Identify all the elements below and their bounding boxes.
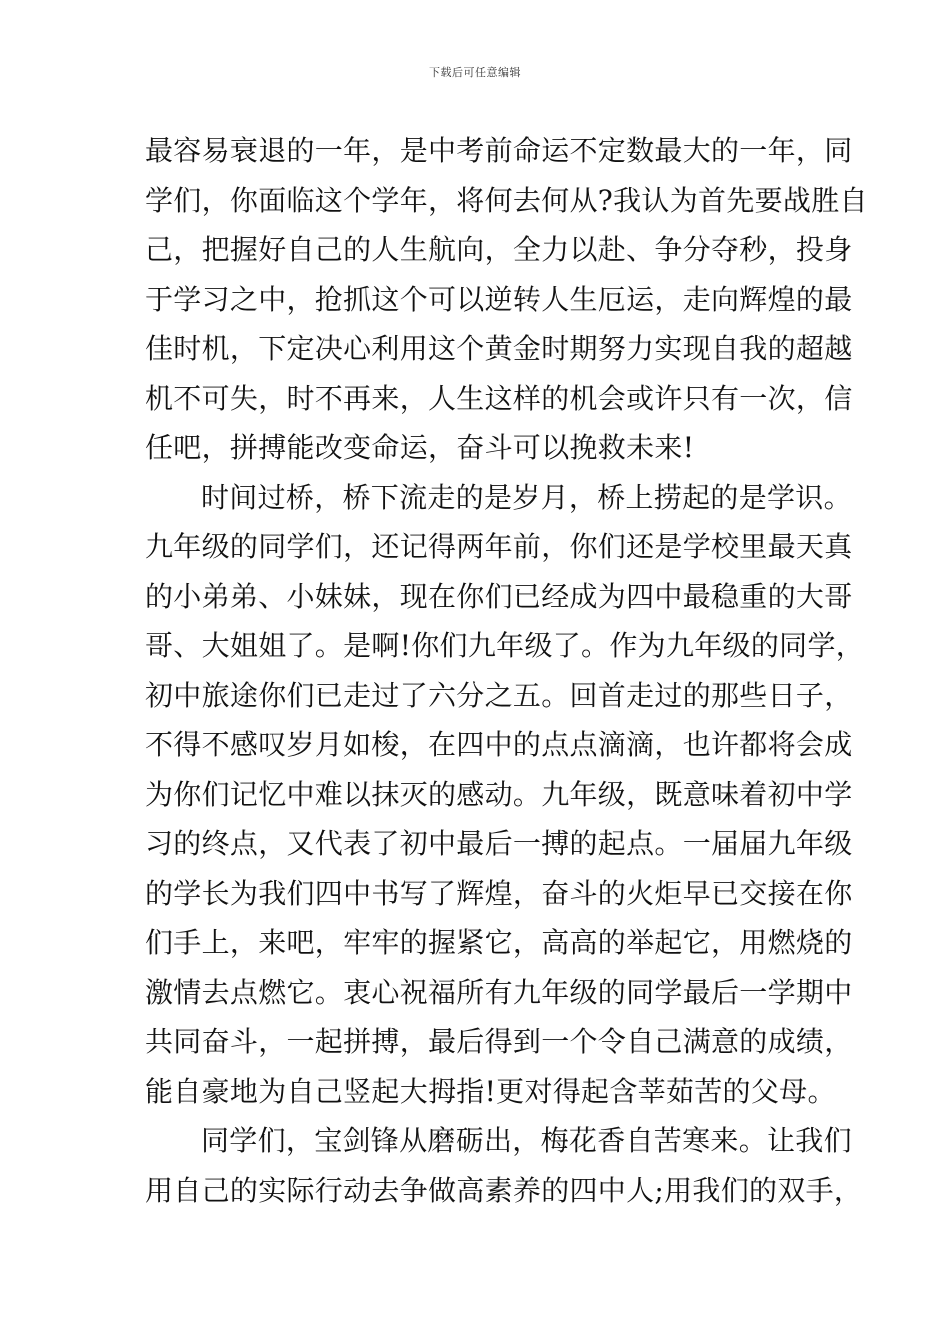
text-line: 九年级的同学们，还记得两年前，你们还是学校里最天真 <box>145 530 853 563</box>
document-body <box>145 126 868 1215</box>
text-line: 机不可失，时不再来，人生这样的机会或许只有一次，信 <box>145 381 853 415</box>
text-line: 学们，你面临这个学年，将何去何从?我认为首先要战胜自 <box>145 183 868 217</box>
text-line: 任吧，拼搏能改变命运，奋斗可以挽救未来! <box>145 431 695 464</box>
text-line: 的学长为我们四中书写了辉煌，奋斗的火炬早已交接在你 <box>145 876 853 910</box>
text-line: 习的终点，又代表了初中最后一搏的起点。一届届九年级 <box>145 827 853 860</box>
text-line: 激情去点燃它。衷心祝福所有九年级的同学最后一学期中 <box>145 975 853 1009</box>
text-line: 的小弟弟、小妹妹，现在你们已经成为四中最稳重的大哥 <box>145 579 853 613</box>
text-line: 用自己的实际行动去争做高素养的四中人;用我们的双手， <box>145 1173 863 1207</box>
text-line: 于学习之中，抢抓这个可以逆转人生厄运，走向辉煌的最 <box>145 282 853 316</box>
text-line: 们手上，来吧，牢牢的握紧它，高高的举起它，用燃烧的 <box>145 926 853 959</box>
text-line: 最容易衰退的一年，是中考前命运不定数最大的一年，同 <box>145 134 853 167</box>
text-line: 能自豪地为自己竖起大拇指!更对得起含莘茹苦的父母。 <box>145 1074 836 1108</box>
text-line: 佳时机，下定决心利用这个黄金时期努力实现自我的超越 <box>145 332 853 365</box>
text-line: 同学们，宝剑锋从磨砺出，梅花香自苦寒来。让我们 <box>201 1124 852 1157</box>
paragraph-3 <box>145 1116 863 1215</box>
text-line: 不得不感叹岁月如梭，在四中的点点滴滴，也许都将会成 <box>145 728 853 761</box>
text-line: 哥、大姐姐了。是啊!你们九年级了。作为九年级的同学， <box>145 629 865 662</box>
text-line: 共同奋斗，一起拼搏，最后得到一个令自己满意的成绩， <box>145 1025 853 1058</box>
paragraph-1 <box>145 126 868 473</box>
text-line: 时间过桥，桥下流走的是岁月，桥上捞起的是学识。 <box>201 480 852 514</box>
page-header: 下载后可任意编辑 <box>429 66 521 79</box>
text-line: 己，把握好自己的人生航向，全力以赴、争分夺秒，投身 <box>145 233 853 266</box>
text-line: 为你们记忆中难以抹灭的感动。九年级，既意味着初中学 <box>145 777 853 811</box>
text-line: 初中旅途你们已走过了六分之五。回首走过的那些日子， <box>145 678 853 712</box>
paragraph-2 <box>145 473 865 1117</box>
